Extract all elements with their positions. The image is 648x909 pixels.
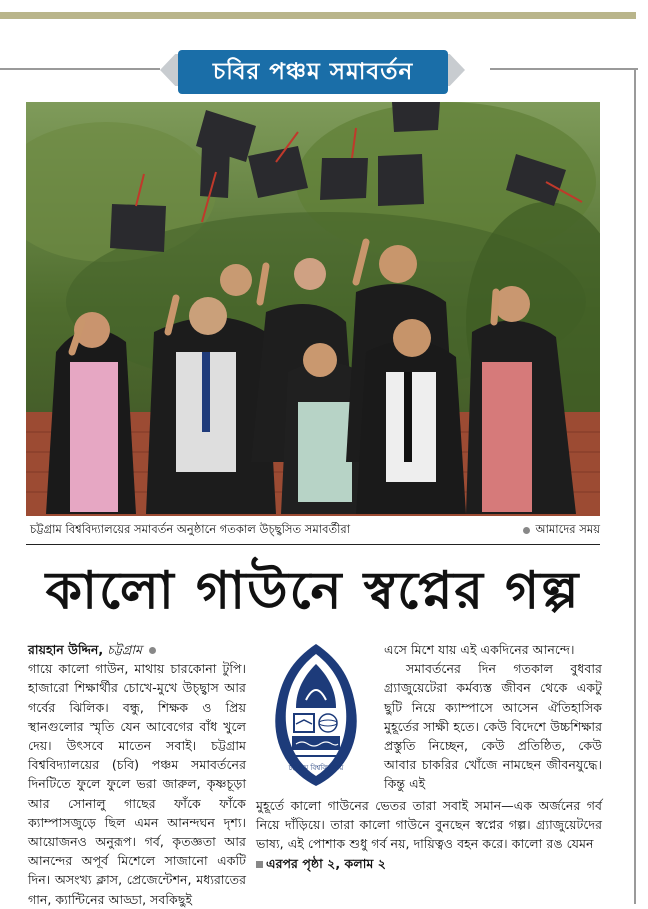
article-paragraph-1: গায়ে কালো গাউন, মাথায় চারকোনা টুপি। হাজারো শিক্ষার্থীর চোখে-মুখে উচ্ছ্বাস আর গর্বের ঝিলিক। বন্ধু, শিক্ষক ও প্রিয় স্থানগুলোর স্মৃতি যেন আবেগের বাঁধ খুলে দেয়। উৎসবে মাতেন সবাই। চট্টগ্রাম বিশ্ববিদ্যালয়ের (চবি) পঞ্চম সমাবর্তনের দিনটিতে ফুলে ফুলে ভরা জারুল, কৃষ্ণচূড়া আর সোনালু গাছের ফাঁকে ফাঁকে ক্যাম্পাসজুড়ে ছিল এমন আনন্দঘন দৃশ্য। আয়োজনও অনুরূপ। গর্ব, কৃতজ্ঞতা আর আনন্দের অপূর্ব মিশেলে সাজানো একটি দিন। অসংখ্য ক্লাস, প্রেজেন্টেশন, মধ্যরাতের গান, ক্যান্টিনের আড্ডা, সবকিছুই [28, 661, 246, 907]
article-paragraph-2-end: এসে মিশে যায় এই একদিনের আনন্দে। [384, 642, 575, 657]
section-banner: চবির পঞ্চম সমাবর্তন [178, 50, 448, 94]
article-bottom-block [256, 796, 602, 873]
jump-square-icon [256, 861, 263, 868]
continued-jump-text: এরপর পৃষ্ঠা ২, কলাম ২ [266, 855, 386, 871]
author-location: চট্টগ্রাম [107, 642, 143, 657]
photo-credit-text: আমাদের সময় [535, 522, 600, 536]
top-rule [0, 12, 636, 19]
column-rule-right [634, 68, 636, 904]
byline-bullet-icon [149, 647, 156, 654]
article-column-1 [28, 640, 246, 909]
banner-rule-left [0, 68, 160, 70]
graduation-photo-illustration [26, 102, 600, 516]
article-column-2 [384, 640, 602, 794]
byline [28, 640, 246, 659]
author-name: রায়হান উদ্দিন, [28, 642, 104, 657]
article-paragraph-4: মুহূর্তে কালো গাউনের ভেতর তারা সবাই সমান—এক অর্জনের গর্ব নিয়ে দাঁড়িয়ে। তারা কালো গাউনে বুনছেন স্বপ্নের গল্প। গ্র্যাজুয়েটদের ভাষ্য, এই পোশাক শুধু গর্ব নয়, দায়িত্বও বহন করে। কালো রঙ যেমন [256, 798, 602, 852]
headline: কালো গাউনে স্বপ্নের গল্প [45, 561, 581, 621]
university-logo-icon [262, 640, 370, 790]
photo-caption: চট্টগ্রাম বিশ্ববিদ্যালয়ের সমাবর্তন অনুষ্ঠানে গতকাল উচ্ছ্বসিত সমাবর্তীরা [30, 522, 351, 536]
caption-divider [26, 544, 600, 545]
photo-credit [523, 521, 600, 540]
graduation-photo [26, 102, 600, 516]
credit-bullet-icon [523, 527, 530, 534]
university-logo [262, 640, 370, 790]
article-paragraph-3: সমাবর্তনের দিন গতকাল বুধবার গ্র্যাজুয়েটেরা কর্মব্যস্ত জীবন থেকে একটু ছুটি নিয়ে ক্যাম্পাসে আসেন ঐতিহাসিক মুহূর্তের সাক্ষী হতে। কেউ বিদেশে উচ্চশিক্ষার প্রস্তুতি নিচ্ছেন, কেউ প্রতিষ্ঠিত, কেউ আবার চাকরির খোঁজে নামছেন জীবনযুদ্ধে। কিন্তু এই [384, 661, 602, 792]
logo-text: চট্টগ্রাম বিশ্ববিদ্যালয় [288, 764, 344, 772]
banner-rule-right [490, 68, 638, 70]
